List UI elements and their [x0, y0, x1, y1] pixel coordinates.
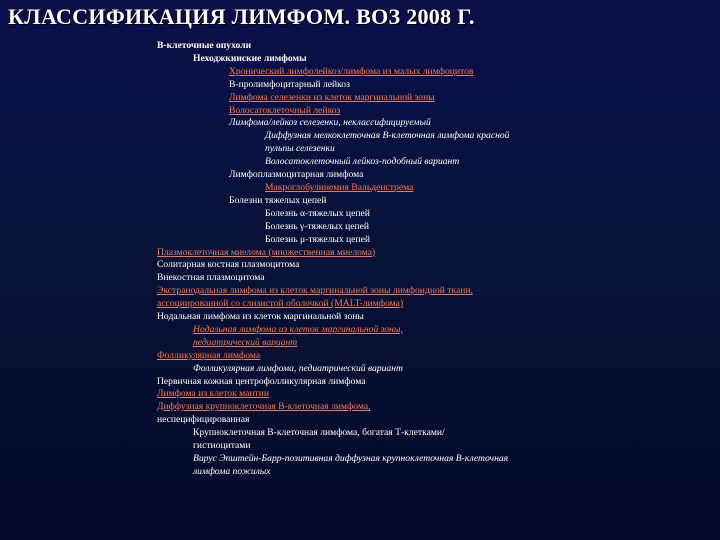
list-item [157, 388, 527, 401]
list-item: В-клеточные опухоли [157, 40, 252, 51]
list-item: Солитарная костная плазмоцитома [157, 259, 300, 271]
list-item: Диффузная мелкоклеточная В-клеточная лимфома красной пульпы селезенки [265, 130, 510, 155]
link-item[interactable]: Плазмоклеточная миелома (множественная миелома) [157, 246, 376, 258]
list-item [157, 350, 527, 363]
link-item[interactable]: Хронический лимфолейкоз/лимфома из малых лимфоцитов [229, 65, 474, 77]
list-item: Неходжкинские лимфомы [193, 52, 307, 64]
list-item [157, 66, 489, 79]
list-item: Первичная кожная центрофолликулярная лимфома [157, 375, 366, 387]
link-item[interactable]: Волосатоклеточный лейкоз [229, 104, 341, 116]
link-item[interactable]: Нодальная лимфома из клеток маргинальной зоны, педиатрический вариант [193, 323, 403, 348]
list-item [157, 182, 527, 195]
list-item: В-пролимфоцитарный лейкоз [229, 78, 350, 90]
list-item [157, 324, 463, 350]
list-item: Фолликулярная лимфома, педиатрический вариант [193, 362, 403, 374]
link-item[interactable]: Лимфома селезенки из клеток маргинальной зоны [229, 91, 435, 103]
link-item[interactable]: Экстранодальная лимфома из клеток маргинальной зоны лимфоидной ткани, ассоциированной со слизистой оболочкой (MALT-лимфома) [157, 285, 473, 310]
list-item [157, 285, 522, 311]
list-item [157, 401, 527, 414]
classification-list [157, 40, 527, 479]
list-item: Волосатоклеточный лейкоз-подобный вариант [265, 156, 460, 168]
list-item: Лимфоплазмоцитарная лимфома [229, 169, 364, 181]
list-item: Болезнь μ-тяжелых цепей [265, 233, 370, 245]
list-item [157, 247, 527, 260]
list-item: Болезнь α-тяжелых цепей [265, 207, 370, 219]
link-item[interactable]: Диффузная крупноклеточная В-клеточная лимфома, [157, 401, 371, 413]
list-item: Внекостная плазмоцитома [157, 272, 265, 284]
link-item[interactable]: Лимфома из клеток мантии [157, 388, 270, 400]
list-item: Лимфома/лейкоз селезенки, неклассифицируемый [229, 117, 431, 129]
list-item [157, 105, 527, 118]
link-item[interactable]: Фолликулярная лимфома [157, 349, 261, 361]
list-item: Болезни тяжелых цепей [229, 194, 327, 206]
list-item: Вирус Эпштейн-Барр-позитивная диффузная крупноклеточная В-клеточная лимфома пожилых [193, 453, 509, 477]
list-item: неспецифицированная [157, 414, 250, 426]
list-item: Крупноклеточная В-клеточная лимфома, богатая Т-клетками/гистиоцитами [193, 427, 445, 452]
list-item [157, 92, 527, 105]
link-item[interactable]: Макроглобулинемия Вальденстрема [265, 181, 414, 193]
list-item: Болезнь γ-тяжелых цепей [265, 220, 370, 232]
list-item: Нодальная лимфома из клеток маргинальной зоны [157, 311, 364, 323]
slide-title: КЛАССИФИКАЦИЯ ЛИМФОМ. ВОЗ 2008 Г. [8, 4, 475, 29]
